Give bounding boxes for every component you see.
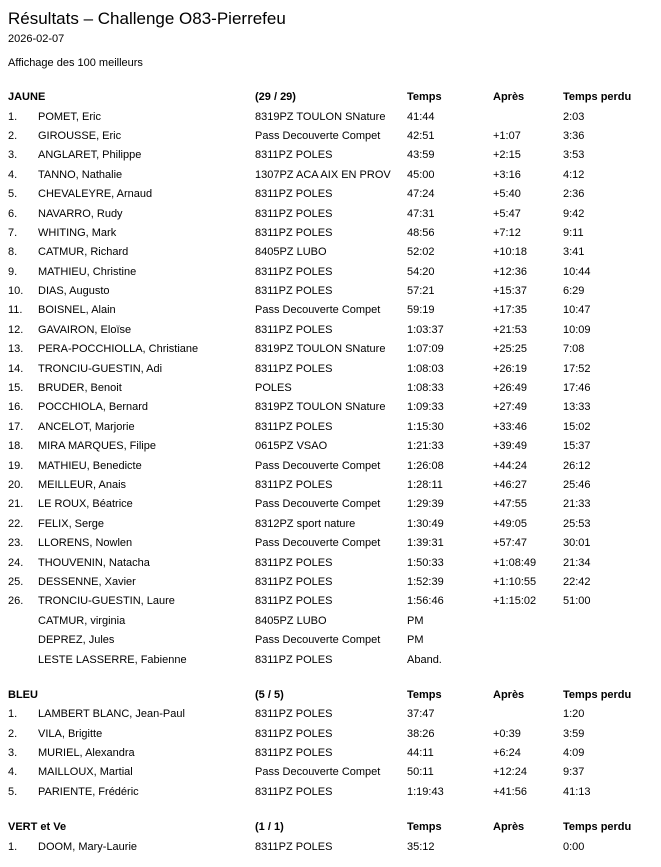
table-row: [8, 783, 653, 802]
result-section: [8, 686, 653, 802]
club-cell: Pass Decouverte Compet: [255, 459, 381, 472]
temps-cell: 41:44: [407, 110, 435, 123]
col-header-apres: Après: [493, 821, 525, 834]
club-cell: Pass Decouverte Compet: [255, 766, 381, 779]
table-row: [8, 705, 653, 724]
rank-cell: 26.: [8, 595, 24, 608]
temps-perdu-cell: 41:13: [563, 785, 591, 798]
rank-cell: 3.: [8, 149, 18, 162]
result-section: [8, 818, 653, 857]
col-header-apres: Après: [493, 688, 525, 701]
temps-perdu-cell: 25:53: [563, 517, 591, 530]
temps-cell: 1:28:11: [407, 479, 443, 491]
section-name: JAUNE: [8, 91, 46, 104]
name-cell: GIROUSSE, Eric: [38, 129, 122, 142]
temps-cell: Aband.: [407, 653, 442, 666]
temps-cell: 1:39:31: [407, 537, 444, 550]
club-cell: Pass Decouverte Compet: [255, 498, 381, 511]
apres-cell: +46:27: [493, 479, 527, 491]
col-header-temps: Temps: [407, 688, 442, 701]
rank-cell: 1.: [8, 840, 18, 853]
temps-cell: 1:56:46: [407, 595, 444, 608]
table-row: [8, 763, 653, 782]
name-cell: ANCELOT, Marjorie: [38, 420, 135, 433]
club-cell: 8311PZ POLES: [255, 556, 333, 569]
club-cell: 8319PZ TOULON SNature: [255, 343, 386, 356]
temps-cell: 52:02: [407, 246, 435, 259]
apres-cell: +15:37: [493, 285, 527, 298]
temps-cell: 37:47: [407, 708, 435, 721]
club-cell: 8311PZ POLES: [255, 479, 333, 491]
club-cell: 8311PZ POLES: [255, 708, 333, 721]
table-row: [8, 573, 653, 592]
apres-cell: +3:16: [493, 168, 521, 181]
temps-cell: 1:29:39: [407, 498, 444, 511]
club-cell: 8311PZ POLES: [255, 575, 333, 588]
apres-cell: +47:55: [493, 498, 527, 511]
name-cell: CHEVALEYRE, Arnaud: [38, 188, 153, 201]
name-cell: TANNO, Nathalie: [38, 168, 123, 181]
rank-cell: 4.: [8, 168, 18, 181]
temps-perdu-cell: 4:09: [563, 747, 585, 760]
col-header-temps-perdu: Temps perdu: [563, 91, 632, 104]
rank-cell: 6.: [8, 207, 18, 220]
rank-cell: 16.: [8, 401, 24, 414]
temps-perdu-cell: 21:33: [563, 498, 591, 511]
rank-cell: 17.: [8, 420, 24, 433]
name-cell: POCCHIOLA, Bernard: [38, 401, 149, 414]
temps-perdu-cell: 22:42: [563, 575, 591, 588]
temps-perdu-cell: 0:00: [563, 840, 585, 853]
club-cell: 8311PZ POLES: [255, 420, 333, 433]
name-cell: DEPREZ, Jules: [38, 634, 115, 647]
name-cell: MURIEL, Alexandra: [38, 747, 135, 760]
name-cell: TRONCIU-GUESTIN, Adi: [38, 362, 163, 375]
table-row: [8, 612, 653, 631]
apres-cell: +12:24: [493, 766, 527, 779]
temps-perdu-cell: 10:09: [563, 323, 591, 336]
rank-cell: 19.: [8, 459, 24, 472]
table-row: [8, 185, 653, 204]
name-cell: CATMUR, virginia: [38, 614, 126, 627]
apres-cell: +26:49: [493, 382, 527, 395]
temps-perdu-cell: 17:52: [563, 362, 591, 375]
name-cell: THOUVENIN, Natacha: [38, 556, 150, 569]
table-row: [8, 263, 653, 282]
table-row: [8, 359, 653, 378]
table-row: [8, 301, 653, 320]
apres-cell: +44:24: [493, 459, 527, 472]
table-row: [8, 456, 653, 475]
club-cell: 8311PZ POLES: [255, 188, 333, 201]
temps-cell: 47:31: [407, 207, 435, 220]
apres-cell: +7:12: [493, 226, 521, 239]
table-row: [8, 166, 653, 185]
section-name: VERT et Ve: [8, 821, 67, 834]
name-cell: ANGLARET, Philippe: [38, 149, 142, 162]
temps-perdu-cell: 2:03: [563, 110, 585, 123]
table-row: [8, 515, 653, 534]
table-row: [8, 282, 653, 301]
table-row: [8, 340, 653, 359]
section-name: BLEU: [8, 688, 38, 701]
club-cell: 8311PZ POLES: [255, 840, 333, 853]
club-cell: 8311PZ POLES: [255, 265, 333, 278]
temps-cell: 38:26: [407, 727, 435, 740]
col-header-temps-perdu: Temps perdu: [563, 688, 632, 701]
temps-perdu-cell: 2:36: [563, 188, 585, 201]
apres-cell: +10:18: [493, 246, 527, 259]
apres-cell: +12:36: [493, 265, 527, 278]
temps-cell: 47:24: [407, 188, 435, 201]
apres-cell: +39:49: [493, 440, 527, 453]
temps-cell: 43:59: [407, 149, 435, 162]
temps-cell: 1:03:37: [407, 323, 444, 336]
club-cell: 8405PZ LUBO: [255, 246, 327, 259]
section-header-row: [8, 88, 653, 107]
club-cell: 8311PZ POLES: [255, 362, 333, 375]
table-row: [8, 204, 653, 223]
temps-perdu-cell: 15:37: [563, 440, 591, 453]
temps-cell: 50:11: [407, 766, 434, 779]
club-cell: Pass Decouverte Compet: [255, 634, 381, 647]
name-cell: MAILLOUX, Martial: [38, 766, 133, 779]
club-cell: 8311PZ POLES: [255, 207, 333, 220]
temps-perdu-cell: 51:00: [563, 595, 591, 608]
apres-cell: +21:53: [493, 323, 527, 336]
event-date: 2026-02-07: [8, 33, 65, 45]
club-cell: 8311PZ POLES: [255, 595, 333, 608]
rank-cell: 5.: [8, 785, 18, 798]
temps-perdu-cell: 10:44: [563, 265, 591, 278]
temps-perdu-cell: 1:20: [563, 708, 585, 721]
club-cell: 8311PZ POLES: [255, 653, 333, 666]
table-row: [8, 837, 653, 856]
name-cell: WHITING, Mark: [38, 226, 117, 239]
page-title: Résultats – Challenge O83-Pierrefeu: [8, 9, 286, 28]
table-row: [8, 534, 653, 553]
temps-perdu-cell: 4:12: [563, 168, 585, 181]
temps-cell: 44:11: [407, 747, 434, 760]
rank-cell: 25.: [8, 575, 24, 588]
section-header-row: [8, 818, 653, 837]
name-cell: PARIENTE, Frédéric: [38, 785, 139, 798]
apres-cell: +27:49: [493, 401, 527, 414]
name-cell: DOOM, Mary-Laurie: [38, 840, 138, 853]
temps-cell: 1:21:33: [407, 440, 444, 453]
apres-cell: +41:56: [493, 785, 527, 798]
name-cell: LESTE LASSERRE, Fabienne: [38, 653, 187, 666]
table-row: [8, 725, 653, 744]
temps-perdu-cell: 25:46: [563, 479, 591, 491]
name-cell: DIAS, Augusto: [38, 285, 110, 298]
temps-cell: 48:56: [407, 226, 435, 239]
table-row: [8, 127, 653, 146]
display-note: Affichage des 100 meilleurs: [8, 57, 143, 69]
temps-cell: 1:09:33: [407, 401, 444, 414]
rank-cell: 23.: [8, 537, 24, 550]
section-count: (5 / 5): [255, 688, 284, 701]
temps-perdu-cell: 3:36: [563, 129, 585, 142]
temps-cell: 1:19:43: [407, 785, 444, 798]
club-cell: 8405PZ LUBO: [255, 614, 327, 627]
temps-perdu-cell: 6:29: [563, 285, 585, 298]
rank-cell: 5.: [8, 188, 18, 201]
club-cell: 1307PZ ACA AIX EN PROV: [255, 168, 391, 181]
name-cell: TRONCIU-GUESTIN, Laure: [38, 595, 175, 608]
name-cell: VILA, Brigitte: [38, 727, 103, 740]
apres-cell: +57:47: [493, 537, 527, 550]
apres-cell: +1:08:49: [493, 556, 537, 569]
rank-cell: 11.: [8, 304, 23, 317]
temps-cell: PM: [407, 634, 424, 647]
club-cell: Pass Decouverte Compet: [255, 129, 381, 142]
table-row: [8, 107, 653, 126]
rank-cell: 3.: [8, 747, 18, 760]
club-cell: POLES: [255, 382, 292, 395]
table-row: [8, 398, 653, 417]
temps-cell: 54:20: [407, 265, 435, 278]
temps-cell: 1:52:39: [407, 575, 444, 588]
temps-perdu-cell: 9:42: [563, 207, 585, 220]
rank-cell: 4.: [8, 766, 18, 779]
section-count: (29 / 29): [255, 91, 296, 104]
apres-cell: +2:15: [493, 149, 521, 162]
rank-cell: 15.: [8, 382, 24, 395]
temps-cell: 1:15:30: [407, 420, 444, 433]
result-section: [8, 88, 653, 670]
club-cell: 8319PZ TOULON SNature: [255, 401, 386, 414]
name-cell: PERA-POCCHIOLLA, Christiane: [38, 343, 199, 356]
name-cell: LE ROUX, Béatrice: [38, 498, 133, 511]
club-cell: 0615PZ VSAO: [255, 440, 328, 453]
apres-cell: +5:47: [493, 207, 521, 220]
table-row: [8, 744, 653, 763]
rank-cell: 22.: [8, 517, 24, 530]
rank-cell: 1.: [8, 110, 18, 123]
name-cell: FELIX, Serge: [38, 517, 105, 530]
temps-cell: 1:50:33: [407, 556, 444, 569]
temps-cell: 42:51: [407, 129, 435, 142]
name-cell: MATHIEU, Benedicte: [38, 459, 142, 472]
club-cell: 8311PZ POLES: [255, 149, 333, 162]
temps-cell: 59:19: [407, 304, 435, 317]
apres-cell: +49:05: [493, 517, 527, 530]
apres-cell: +26:19: [493, 362, 527, 375]
col-header-apres: Après: [493, 91, 525, 104]
club-cell: Pass Decouverte Compet: [255, 304, 381, 317]
name-cell: GAVAIRON, Eloïse: [38, 323, 132, 336]
club-cell: 8311PZ POLES: [255, 727, 333, 740]
table-row: [8, 631, 653, 650]
name-cell: DESSENNE, Xavier: [38, 575, 136, 588]
apres-cell: +33:46: [493, 420, 527, 433]
name-cell: BOISNEL, Alain: [38, 304, 116, 317]
temps-perdu-cell: 15:02: [563, 420, 591, 433]
table-row: [8, 146, 653, 165]
club-cell: 8311PZ POLES: [255, 747, 333, 760]
temps-perdu-cell: 26:12: [563, 459, 591, 472]
name-cell: BRUDER, Benoit: [38, 382, 122, 395]
rank-cell: 12.: [8, 323, 24, 336]
rank-cell: 21.: [8, 498, 24, 511]
apres-cell: +0:39: [493, 727, 521, 740]
table-row: [8, 476, 653, 495]
rank-cell: 20.: [8, 479, 24, 491]
temps-perdu-cell: 7:08: [563, 343, 585, 356]
rank-cell: 24.: [8, 556, 24, 569]
section-header-row: [8, 686, 653, 705]
temps-perdu-cell: 9:11: [563, 226, 584, 239]
temps-cell: 1:08:03: [407, 362, 444, 375]
name-cell: POMET, Eric: [38, 110, 101, 123]
name-cell: CATMUR, Richard: [38, 246, 129, 259]
temps-cell: 1:30:49: [407, 517, 444, 530]
table-row: [8, 495, 653, 514]
rank-cell: 2.: [8, 727, 18, 740]
temps-cell: 1:26:08: [407, 459, 444, 472]
col-header-temps: Temps: [407, 821, 442, 834]
temps-cell: 45:00: [407, 168, 435, 181]
temps-perdu-cell: 30:01: [563, 537, 591, 550]
table-row: [8, 650, 653, 669]
name-cell: MATHIEU, Christine: [38, 265, 137, 278]
name-cell: NAVARRO, Rudy: [38, 207, 123, 220]
club-cell: 8312PZ sport nature: [255, 517, 356, 530]
apres-cell: +6:24: [493, 747, 521, 760]
name-cell: MEILLEUR, Anais: [38, 479, 127, 491]
table-row: [8, 437, 653, 456]
col-header-temps-perdu: Temps perdu: [563, 821, 632, 834]
club-cell: 8311PZ POLES: [255, 785, 333, 798]
temps-cell: 1:08:33: [407, 382, 444, 395]
rank-cell: 8.: [8, 246, 18, 259]
temps-perdu-cell: 9:37: [563, 766, 585, 779]
apres-cell: +5:40: [493, 188, 521, 201]
name-cell: MIRA MARQUES, Filipe: [38, 440, 156, 453]
name-cell: LLORENS, Nowlen: [38, 537, 133, 550]
rank-cell: 7.: [8, 226, 18, 239]
table-row: [8, 553, 653, 572]
apres-cell: +1:15:02: [493, 595, 537, 608]
temps-perdu-cell: 10:47: [563, 304, 591, 317]
club-cell: 8311PZ POLES: [255, 323, 333, 336]
temps-cell: 35:12: [407, 840, 435, 853]
temps-perdu-cell: 3:53: [563, 149, 585, 162]
name-cell: LAMBERT BLANC, Jean-Paul: [38, 708, 185, 721]
table-row: [8, 224, 653, 243]
temps-cell: PM: [407, 614, 424, 627]
rank-cell: 2.: [8, 129, 18, 142]
rank-cell: 14.: [8, 362, 24, 375]
apres-cell: +17:35: [493, 304, 527, 317]
temps-perdu-cell: 3:59: [563, 727, 585, 740]
table-row: [8, 379, 653, 398]
table-row: [8, 592, 653, 611]
table-row: [8, 321, 653, 340]
temps-perdu-cell: 3:41: [563, 246, 585, 259]
apres-cell: +1:10:55: [493, 575, 537, 588]
club-cell: 8319PZ TOULON SNature: [255, 110, 386, 123]
club-cell: 8311PZ POLES: [255, 285, 333, 298]
apres-cell: +1:07: [493, 129, 521, 142]
temps-perdu-cell: 17:46: [563, 382, 591, 395]
temps-cell: 57:21: [407, 285, 435, 298]
rank-cell: 18.: [8, 440, 24, 453]
club-cell: Pass Decouverte Compet: [255, 537, 381, 550]
rank-cell: 1.: [8, 708, 18, 721]
temps-cell: 1:07:09: [407, 343, 444, 356]
col-header-temps: Temps: [407, 91, 442, 104]
rank-cell: 10.: [8, 285, 24, 298]
rank-cell: 13.: [8, 343, 24, 356]
temps-perdu-cell: 21:34: [563, 556, 591, 569]
club-cell: 8311PZ POLES: [255, 226, 333, 239]
table-row: [8, 418, 653, 437]
table-row: [8, 243, 653, 262]
results-sections: [8, 88, 653, 857]
temps-perdu-cell: 13:33: [563, 401, 591, 414]
rank-cell: 9.: [8, 265, 18, 278]
section-count: (1 / 1): [255, 821, 284, 834]
apres-cell: +25:25: [493, 343, 527, 356]
